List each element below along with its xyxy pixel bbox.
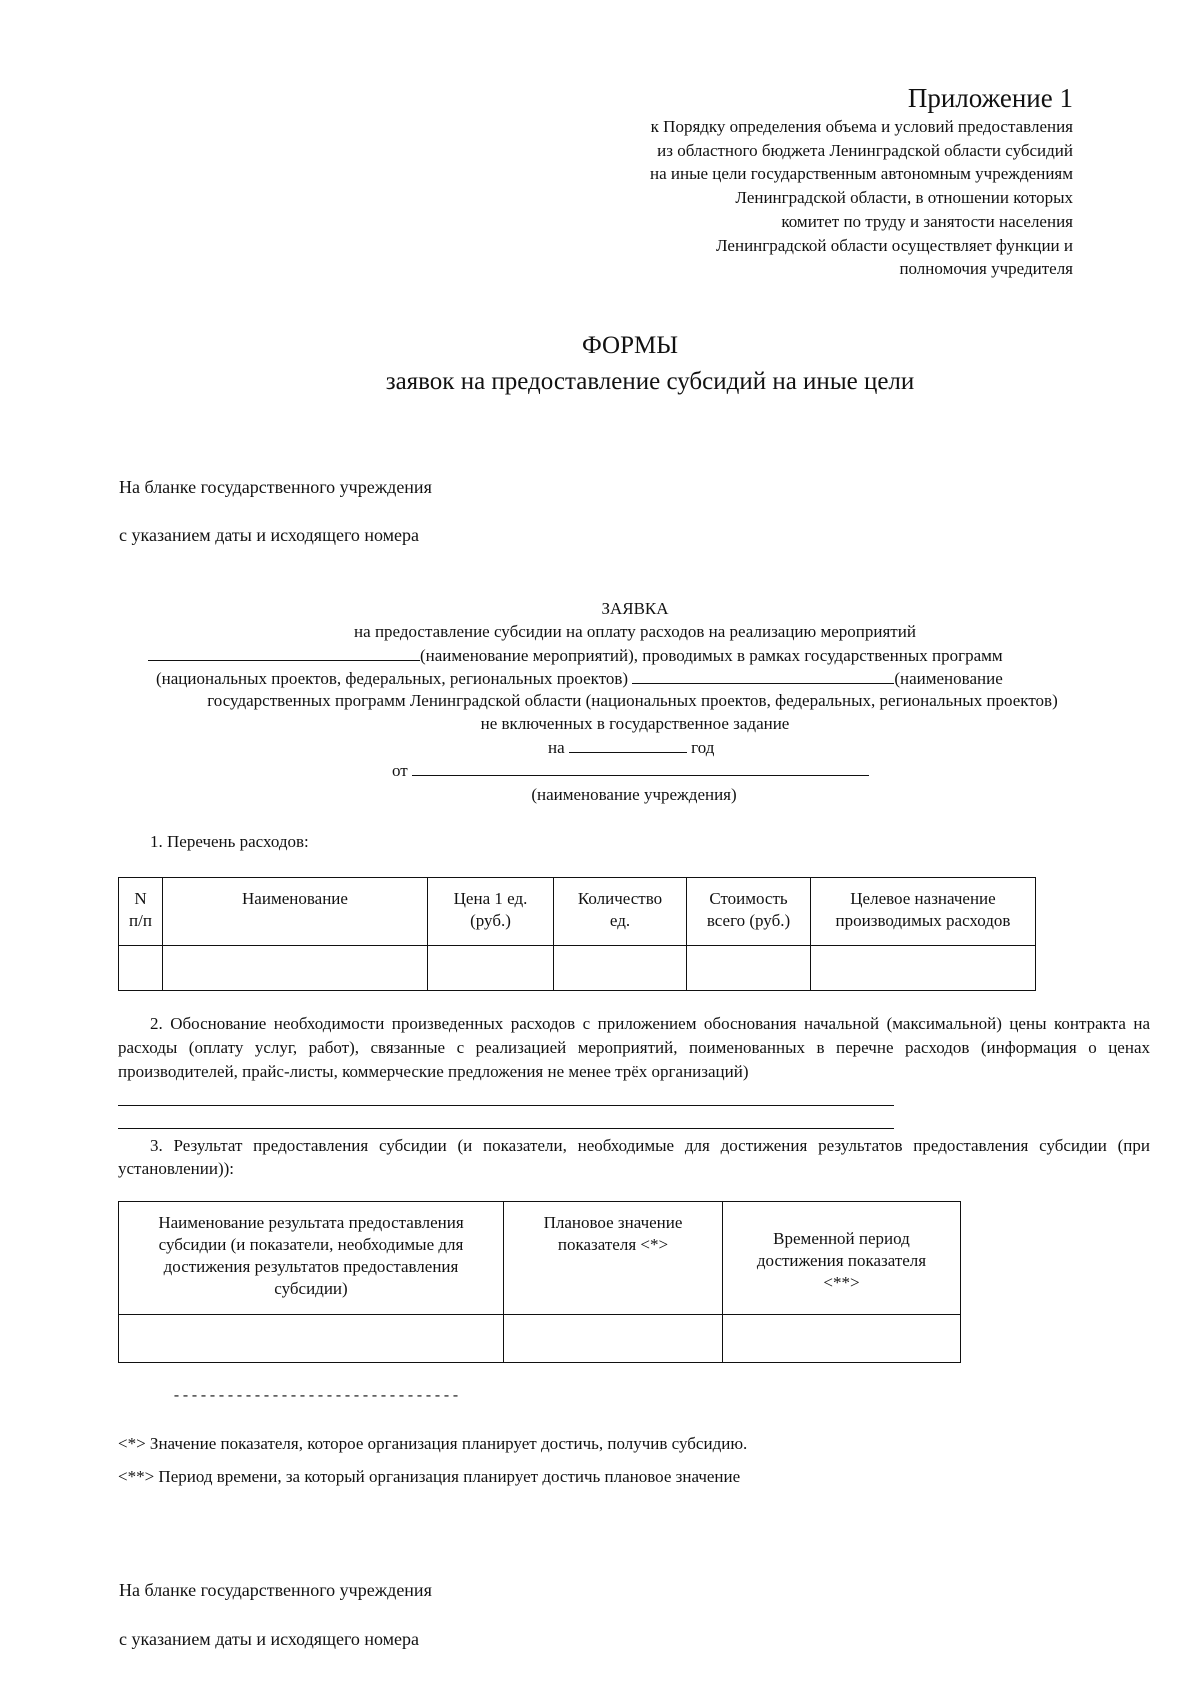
table-cell[interactable]: [163, 945, 428, 990]
table-cell[interactable]: [554, 945, 687, 990]
blank-note-bottom-line1: На бланке государственного учреждения: [119, 1580, 432, 1600]
application-line4: государственных программ Ленинградской области (национальных проектов, федеральных, региональных проектов): [207, 691, 1058, 710]
header-text: Стоимость: [709, 889, 788, 908]
header-text: производимых расходов: [835, 911, 1011, 930]
application-line3: [156, 667, 1003, 690]
section3-text: 3. Результат предоставления субсидии (и показатели, необходимые для достижения результатов предоставления субсидии (при установлении)):: [118, 1136, 1150, 1178]
header-cell: [163, 878, 428, 946]
header-cell: [119, 878, 163, 946]
appendix-title: Приложение 1: [907, 83, 1073, 113]
header-text: Количество: [577, 889, 663, 908]
table-cell[interactable]: [504, 1315, 723, 1363]
program-name-field[interactable]: [632, 667, 894, 684]
justification-field-line[interactable]: [118, 1105, 894, 1106]
application-line2-text: (наименование мероприятий), проводимых в рамках государственных программ: [420, 646, 1003, 665]
year-prefix: на: [548, 738, 565, 757]
header-text: <**>: [823, 1273, 860, 1292]
table-cell[interactable]: [723, 1315, 961, 1363]
header-text: субсидии): [274, 1279, 348, 1298]
application-line2: [148, 644, 1003, 667]
appendix-line: комитет по труду и занятости населения: [781, 211, 1073, 231]
table-cell[interactable]: [119, 1315, 504, 1363]
header-text: Цена 1 ед.: [453, 889, 528, 908]
section1-heading: 1. Перечень расходов:: [150, 832, 309, 851]
blank-note-bottom-line2: с указанием даты и исходящего номера: [119, 1629, 420, 1649]
table-row: [119, 945, 1036, 990]
header-text: показателя <*>: [557, 1235, 669, 1254]
header-text: ед.: [609, 911, 631, 930]
from-prefix: от: [392, 761, 408, 780]
header-text: Наименование: [242, 889, 348, 908]
table-row: [119, 1315, 961, 1363]
header-cell: [428, 878, 554, 946]
appendix-description: [513, 115, 1073, 281]
appendix-line: Ленинградской области осуществляет функции и: [716, 235, 1073, 255]
appendix-line: из областного бюджета Ленинградской области субсидий: [657, 140, 1073, 160]
table-header-row: [119, 1202, 961, 1315]
header-cell: [811, 878, 1036, 946]
header-text: всего (руб.): [706, 911, 791, 930]
appendix-line: полномочия учредителя: [899, 259, 1073, 279]
footnote-separator: --------------------------------: [172, 1388, 461, 1405]
application-line1: на предоставление субсидии на оплату расходов на реализацию мероприятий: [354, 622, 916, 641]
appendix-line: Ленинградской области, в отношении которых: [735, 188, 1073, 208]
header-text: субсидии (и показатели, необходимые для: [158, 1235, 464, 1254]
blank-note-line1: На бланке государственного учреждения: [119, 477, 432, 497]
table-header-row: [119, 878, 1036, 946]
application-line5: не включенных в государственное задание: [480, 714, 790, 733]
justification-field-line[interactable]: [118, 1128, 894, 1129]
section2-text: 2. Обоснование необходимости произведенных расходов с приложением обоснования начальной (максимальной) цены контракта на расходы (оплату услуг, работ), связанные с реализацией мероприятий, поименованных в перечне расходов (информация о ценах производителей, прайс-листы, коммерческие предложения не менее трёх организаций): [118, 1014, 1150, 1081]
header-cell: [504, 1202, 723, 1315]
blank-note-line2: с указанием даты и исходящего номера: [119, 525, 420, 545]
table-cell[interactable]: [119, 945, 163, 990]
header-text: (руб.): [470, 911, 511, 930]
year-suffix: год: [691, 738, 715, 757]
year-line: [548, 736, 714, 759]
institution-field[interactable]: [412, 759, 869, 776]
appendix-line: на иные цели государственным автономным учреждениям: [650, 164, 1073, 184]
header-text: достижения показателя: [756, 1251, 927, 1270]
header-text: Целевое назначение: [850, 889, 996, 908]
application-title: ЗАЯВКА: [601, 599, 669, 618]
footnote-1: <*> Значение показателя, которое организация планирует достичь, получив субсидию.: [118, 1434, 748, 1453]
from-line: [392, 759, 869, 782]
table-cell[interactable]: [687, 945, 811, 990]
header-cell: [119, 1202, 504, 1315]
institution-label: (наименование учреждения): [531, 785, 737, 804]
table-cell[interactable]: [811, 945, 1036, 990]
header-cell: [554, 878, 687, 946]
application-line3-text: (национальных проектов, федеральных, региональных проектов): [156, 669, 629, 688]
table-cell[interactable]: [428, 945, 554, 990]
forms-title: ФОРМЫ: [581, 332, 679, 359]
header-text: Плановое значение: [543, 1213, 683, 1232]
event-name-field[interactable]: [148, 644, 420, 661]
header-cell: [723, 1202, 961, 1315]
header-cell: [687, 878, 811, 946]
forms-subtitle: заявок на предоставление субсидий на иные цели: [385, 368, 915, 395]
header-text: достижения результатов предоставления: [163, 1257, 459, 1276]
footnote-2: <**> Период времени, за который организация планирует достичь плановое значение: [118, 1467, 741, 1486]
expenses-table: [118, 877, 1036, 991]
header-text: N: [134, 889, 147, 908]
appendix-line: к Порядку определения объема и условий предоставления: [650, 117, 1073, 136]
application-line3-suffix: (наименование: [894, 669, 1003, 688]
header-text: п/п: [129, 911, 152, 930]
header-text: Наименование результата предоставления: [158, 1213, 464, 1232]
results-table: [118, 1201, 961, 1363]
year-field[interactable]: [569, 736, 687, 753]
header-text: Временной период: [773, 1229, 910, 1248]
